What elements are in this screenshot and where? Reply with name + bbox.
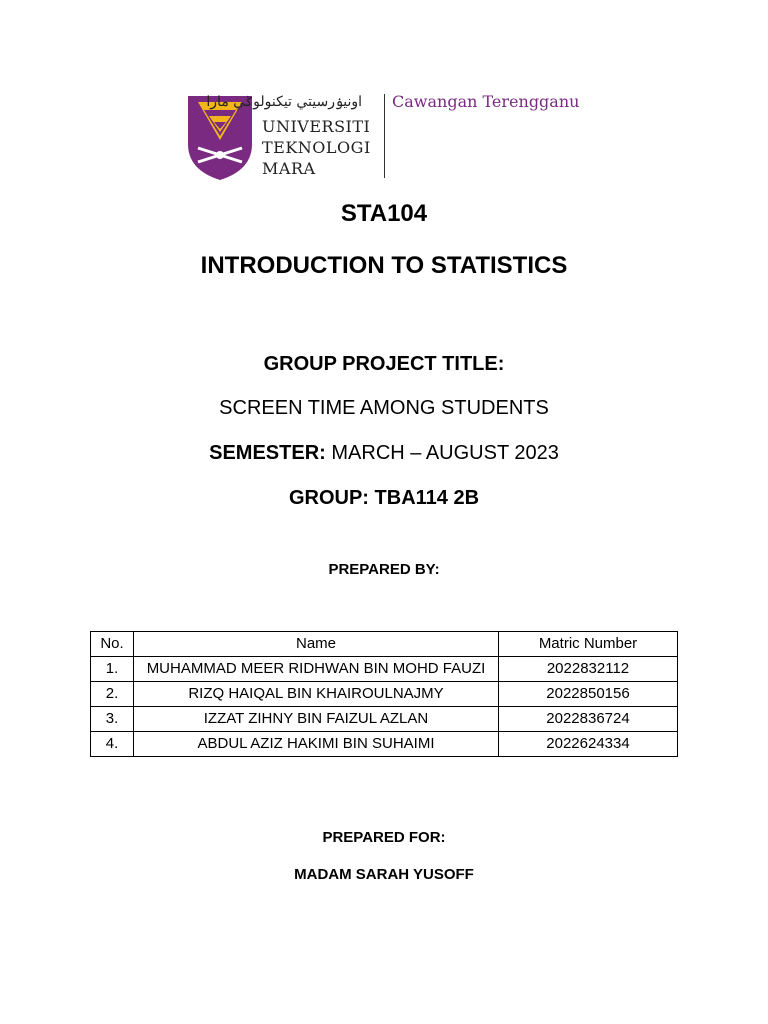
- matric-number: 2022836724: [499, 707, 678, 732]
- table-row: [91, 732, 678, 757]
- member-name: IZZAT ZIHNY BIN FAIZUL AZLAN: [134, 707, 499, 732]
- semester-line: [0, 442, 768, 465]
- arabic-university-name: اونيۏرسيتي تيكنولوݢي مارا: [206, 94, 362, 110]
- row-number: 3.: [91, 707, 134, 732]
- course-code: STA104: [340, 200, 428, 227]
- member-name: ABDUL AZIZ HAKIMI BIN SUHAIMI: [134, 732, 499, 757]
- header-no: No.: [91, 632, 134, 657]
- member-name: RIZQ HAIQAL BIN KHAIROULNAJMY: [134, 682, 499, 707]
- project-title: SCREEN TIME AMONG STUDENTS: [219, 397, 549, 419]
- prepared-by-label: PREPARED BY:: [328, 561, 440, 578]
- campus-name: Cawangan Terengganu: [392, 92, 580, 111]
- university-name-line-3: MARA: [262, 159, 316, 178]
- row-number: 2.: [91, 682, 134, 707]
- semester-label: SEMESTER:: [209, 442, 326, 464]
- group-value: TBA114 2B: [374, 487, 480, 509]
- table-row: [91, 682, 678, 707]
- semester-value: MARCH – AUGUST 2023: [331, 442, 559, 464]
- university-logo: [184, 92, 584, 182]
- row-number: 1.: [91, 657, 134, 682]
- group-line: [0, 487, 768, 510]
- logo-divider: [384, 94, 385, 178]
- table-row: [91, 707, 678, 732]
- prepared-for-label: PREPARED FOR:: [322, 829, 446, 846]
- matric-number: 2022850156: [499, 682, 678, 707]
- project-title-label: GROUP PROJECT TITLE:: [263, 353, 505, 375]
- group-label: GROUP:: [288, 487, 369, 509]
- university-name-line-1: UNIVERSITI: [262, 117, 371, 136]
- header-name: Name: [134, 632, 499, 657]
- members-table: [90, 631, 678, 757]
- member-name: MUHAMMAD MEER RIDHWAN BIN MOHD FAUZI: [134, 657, 499, 682]
- header-matric: Matric Number: [499, 632, 678, 657]
- university-name: [262, 116, 371, 179]
- university-name-line-2: TEKNOLOGI: [262, 138, 371, 157]
- matric-number: 2022624334: [499, 732, 678, 757]
- lecturer-name: MADAM SARAH YUSOFF: [294, 866, 474, 883]
- course-name: INTRODUCTION TO STATISTICS: [200, 252, 568, 279]
- table-header-row: [91, 632, 678, 657]
- row-number: 4.: [91, 732, 134, 757]
- table-row: [91, 657, 678, 682]
- matric-number: 2022832112: [499, 657, 678, 682]
